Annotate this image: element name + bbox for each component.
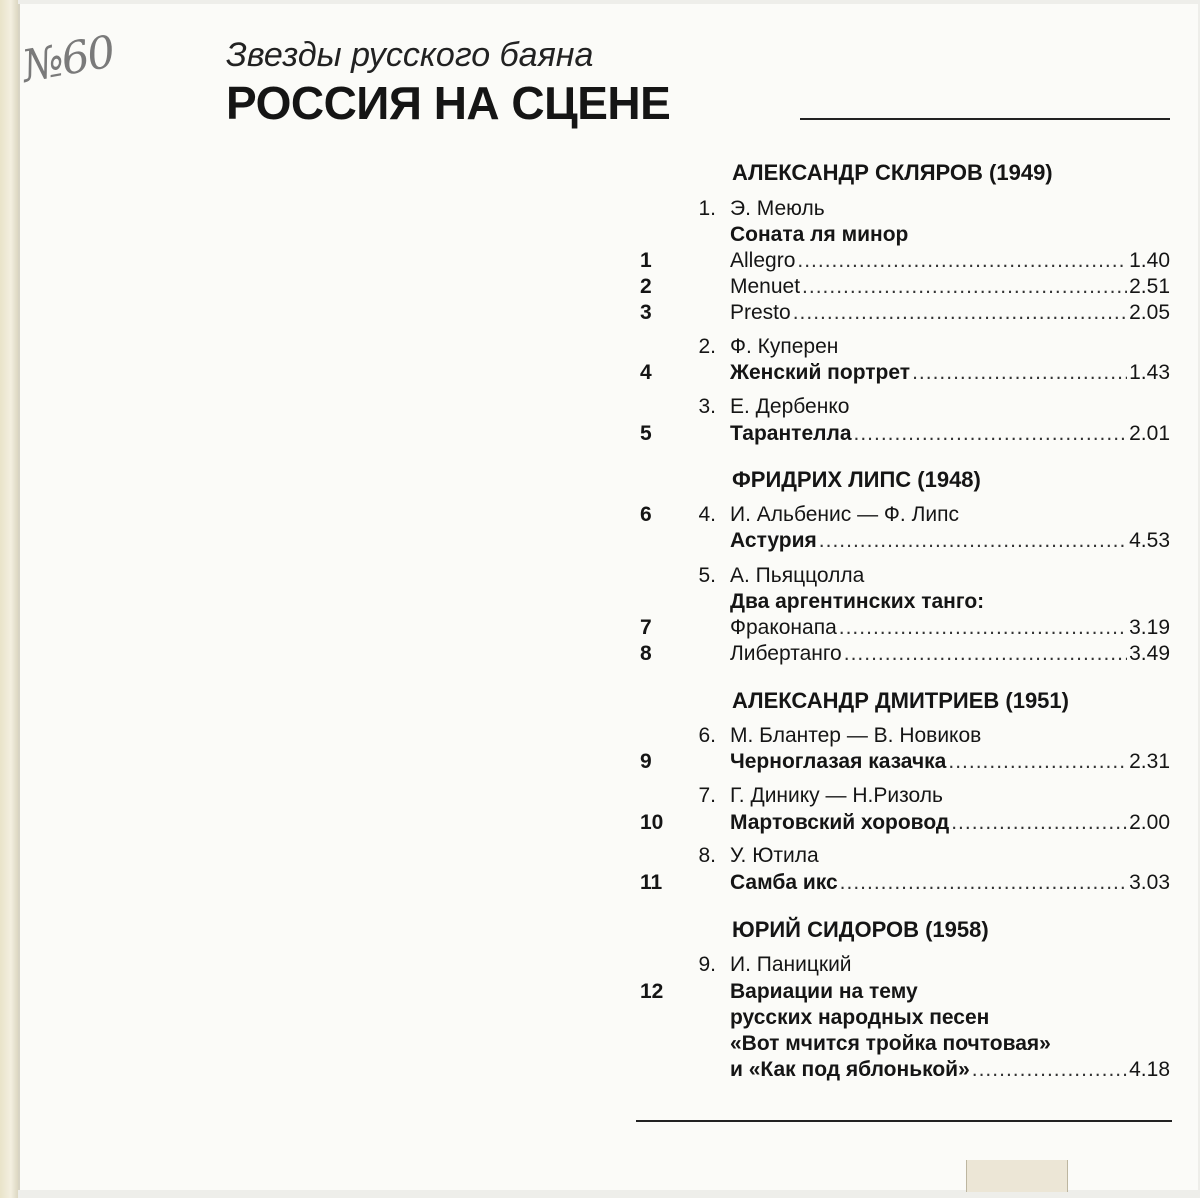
dot-leader xyxy=(793,300,1127,326)
track-row xyxy=(730,421,1170,447)
composer: Е. Дербенко xyxy=(730,395,850,418)
track-number: 12 xyxy=(640,980,664,1003)
dot-leader xyxy=(912,360,1127,386)
dot-leader xyxy=(948,749,1127,775)
work-number: 5. xyxy=(698,564,716,587)
track-row xyxy=(730,1057,1170,1083)
work-number: 2. xyxy=(698,335,716,358)
track-row xyxy=(730,810,1170,836)
dot-leader xyxy=(951,810,1127,836)
work-number: 8. xyxy=(698,844,716,867)
work-title-line: и «Как под яблонькой» xyxy=(730,1058,970,1081)
track-title: Мартовский хоровод xyxy=(730,811,950,834)
track-row xyxy=(730,300,1170,326)
track-title: Астурия xyxy=(730,529,817,552)
track-title: Presto xyxy=(730,301,791,324)
track-row xyxy=(730,870,1170,896)
track-duration: 3.49 xyxy=(1129,642,1170,665)
dot-leader xyxy=(802,274,1127,300)
track-duration: 2.51 xyxy=(1129,275,1170,298)
artist-heading: ЮРИЙ СИДОРОВ (1958) xyxy=(732,917,989,942)
album-title: РОССИЯ НА СЦЕНЕ xyxy=(226,77,671,129)
booklet-spine xyxy=(0,0,18,1198)
series-subtitle: Звезды русского баяна xyxy=(226,36,594,74)
track-duration: 1.40 xyxy=(1129,249,1170,272)
track-duration: 2.05 xyxy=(1129,301,1170,324)
artist-heading: ФРИДРИХ ЛИПС (1948) xyxy=(732,467,981,492)
work-number: 1. xyxy=(698,197,716,220)
work-title: Соната ля минор xyxy=(730,223,909,246)
composer: М. Блантер — В. Новиков xyxy=(730,724,982,747)
track-number: 4 xyxy=(640,361,652,384)
track-number: 3 xyxy=(640,301,652,324)
composer: Э. Меюль xyxy=(730,197,825,220)
track-row xyxy=(730,360,1170,386)
track-number: 11 xyxy=(640,871,663,894)
track-row xyxy=(730,248,1170,274)
track-row xyxy=(730,615,1170,641)
artist-heading: АЛЕКСАНДР СКЛЯРОВ (1949) xyxy=(732,160,1053,185)
dot-leader xyxy=(844,641,1127,667)
track-number: 10 xyxy=(640,811,664,834)
composer: А. Пьяццолла xyxy=(730,564,865,587)
work-title: Два аргентинских танго: xyxy=(730,590,985,613)
track-row xyxy=(730,528,1170,554)
track-number: 8 xyxy=(640,642,652,665)
artist-heading: АЛЕКСАНДР ДМИТРИЕВ (1951) xyxy=(732,688,1069,713)
dot-leader xyxy=(839,615,1127,641)
track-title: Черноглазая казачка xyxy=(730,750,947,773)
work-number: 9. xyxy=(698,953,716,976)
composer: И. Альбенис — Ф. Липс xyxy=(730,503,959,526)
bottom-rule xyxy=(636,1120,1172,1122)
track-duration: 4.18 xyxy=(1129,1058,1170,1081)
track-number: 7 xyxy=(640,616,652,639)
track-duration: 2.01 xyxy=(1129,422,1170,445)
dot-leader xyxy=(972,1057,1127,1083)
dot-leader xyxy=(854,421,1128,447)
track-title: Menuet xyxy=(730,275,801,298)
track-number: 9 xyxy=(640,750,652,773)
track-title: Allegro xyxy=(730,249,796,272)
track-title: Фраконапа xyxy=(730,616,837,639)
work-title-line: «Вот мчится тройка почтовая» xyxy=(730,1032,1051,1055)
dot-leader xyxy=(840,870,1127,896)
track-duration: 3.19 xyxy=(1129,616,1170,639)
composer: И. Паницкий xyxy=(730,953,852,976)
handwritten-note: №60 xyxy=(18,26,118,93)
work-number: 3. xyxy=(698,395,716,418)
paper-tab xyxy=(966,1160,1068,1192)
track-duration: 2.31 xyxy=(1129,750,1170,773)
track-number: 1 xyxy=(640,249,652,272)
work-title-line: Вариации на тему xyxy=(730,980,918,1003)
work-number: 6. xyxy=(698,724,716,747)
track-title: Тарантелла xyxy=(730,422,852,445)
composer: У. Ютила xyxy=(730,844,819,867)
track-number: 5 xyxy=(640,422,652,445)
dot-leader xyxy=(797,248,1127,274)
dot-leader xyxy=(819,528,1127,554)
composer: Ф. Куперен xyxy=(730,335,839,358)
title-rule xyxy=(800,118,1170,120)
track-duration: 4.53 xyxy=(1129,529,1170,552)
work-number: 7. xyxy=(698,784,716,807)
composer: Г. Динику — Н.Ризоль xyxy=(730,784,943,807)
track-row xyxy=(730,274,1170,300)
track-title: Женский портрет xyxy=(730,361,911,384)
track-row xyxy=(730,641,1170,667)
work-number: 4. xyxy=(698,503,716,526)
track-title: Самба икс xyxy=(730,871,838,894)
track-number: 6 xyxy=(640,503,652,526)
track-row xyxy=(730,749,1170,775)
track-title: Либертанго xyxy=(730,642,842,665)
track-duration: 3.03 xyxy=(1129,871,1170,894)
track-number: 2 xyxy=(640,275,652,298)
work-title-line: русских народных песен xyxy=(730,1006,990,1029)
track-duration: 1.43 xyxy=(1129,361,1170,384)
track-duration: 2.00 xyxy=(1129,811,1170,834)
